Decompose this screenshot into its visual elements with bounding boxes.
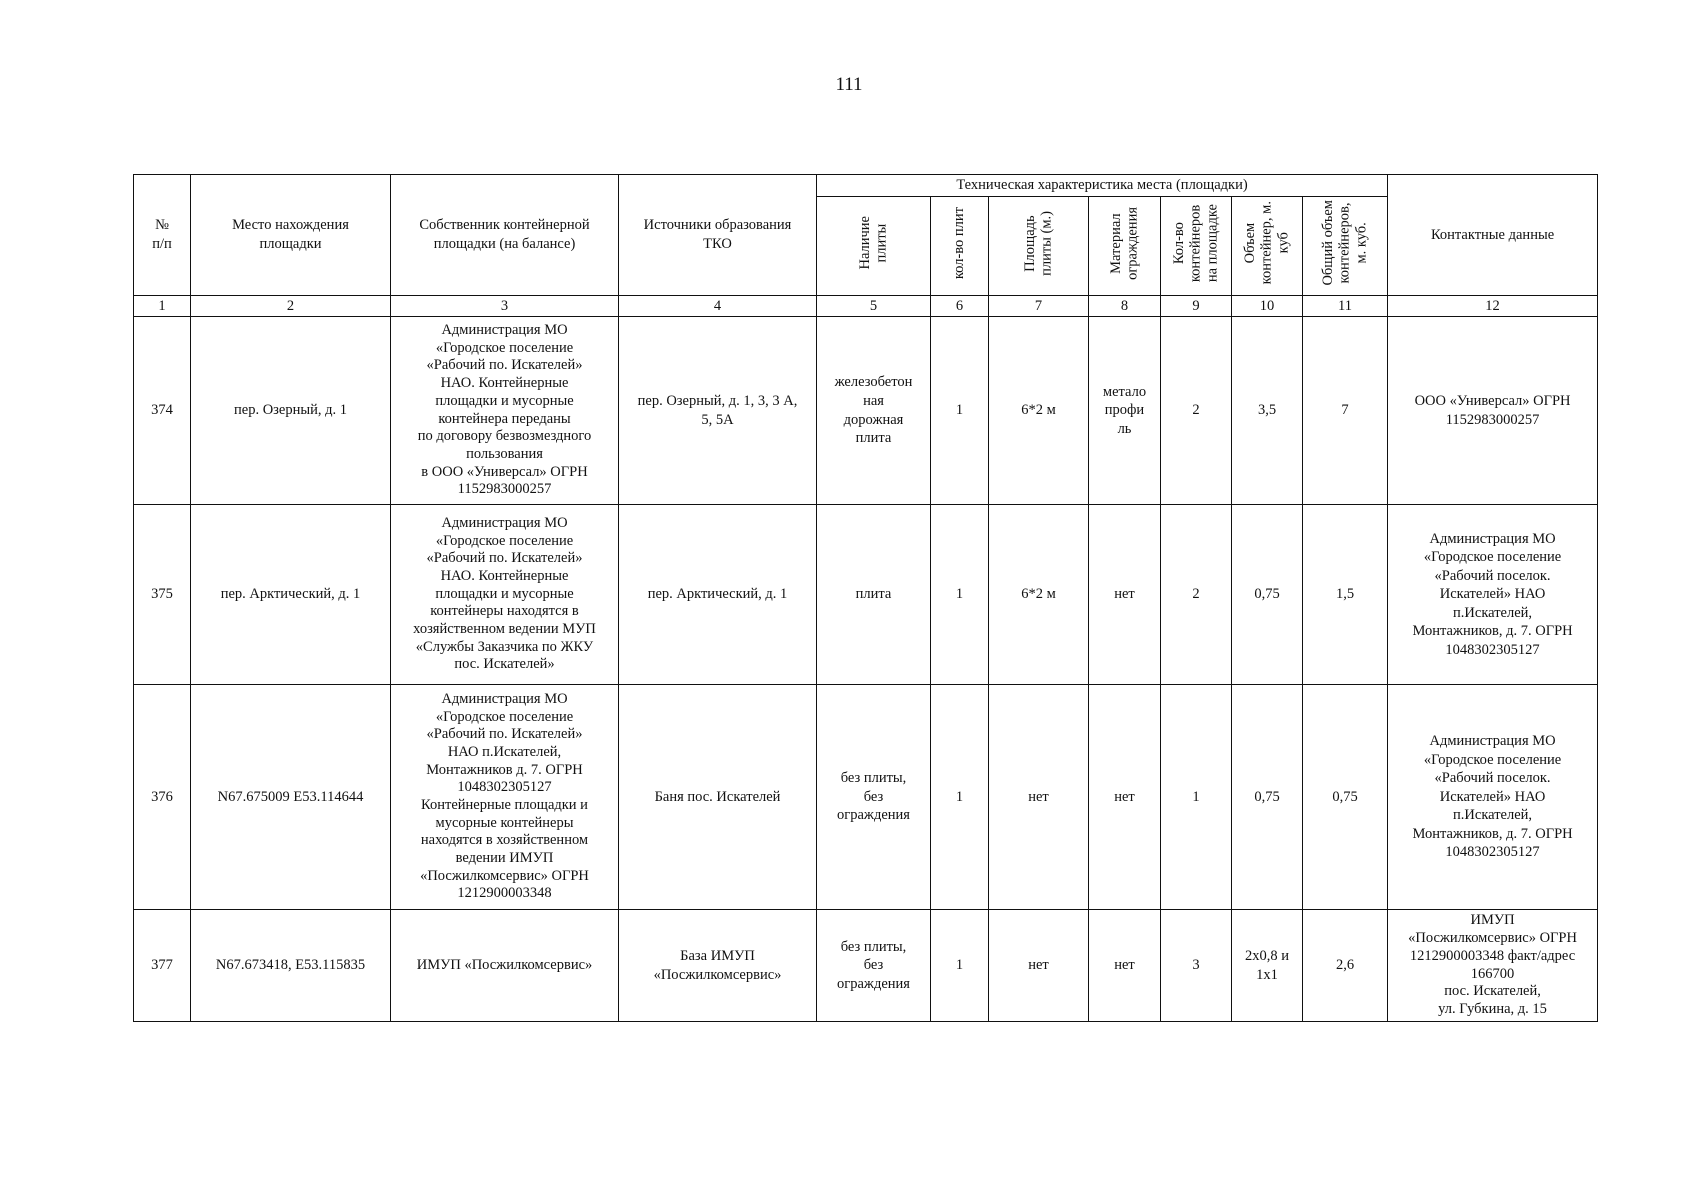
container-sites-table: [133, 174, 1598, 1022]
row-slab-count: 1: [931, 505, 989, 685]
row-location: N67.675009 E53.114644: [191, 685, 391, 910]
table-row: [134, 317, 1598, 505]
header-slab: Наличие плиты: [817, 196, 931, 295]
row-containers: 3: [1161, 910, 1232, 1022]
row-volume: 0,75: [1232, 505, 1303, 685]
header-volume: Объем контейнер, м. куб: [1232, 196, 1303, 295]
column-number: 6: [931, 296, 989, 317]
row-volume: 3,5: [1232, 317, 1303, 505]
row-slab: без плиты, без ограждения: [817, 685, 931, 910]
header-fence: Материал ограждения: [1089, 196, 1161, 295]
row-slab-area: нет: [989, 685, 1089, 910]
row-containers: 1: [1161, 685, 1232, 910]
row-no: 377: [134, 910, 191, 1022]
row-owner: Администрация МО «Городское поселение «Рабочий по. Искателей» НАО п.Искателей, Монтажников д. 7. ОГРН 1048302305127 Контейнерные площадки и мусорные контейнеры находятся в хозяйственном ведении ИМУП «Посжилкомсервис» ОГРН 1212900003348: [391, 685, 619, 910]
header-sources: Источники образования ТКО: [619, 175, 817, 296]
table-row: [134, 910, 1598, 1022]
row-fence: метало профи ль: [1089, 317, 1161, 505]
column-number: 4: [619, 296, 817, 317]
column-number: 10: [1232, 296, 1303, 317]
column-number-row: [134, 296, 1598, 317]
column-number: 5: [817, 296, 931, 317]
row-no: 375: [134, 505, 191, 685]
header-containers: Кол-во контейнеров на площадке: [1161, 196, 1232, 295]
row-total-volume: 1,5: [1303, 505, 1388, 685]
table-row: [134, 685, 1598, 910]
header-tech-group: Техническая характеристика места (площадки): [817, 175, 1388, 197]
row-slab-count: 1: [931, 317, 989, 505]
column-number: 3: [391, 296, 619, 317]
row-slab-area: нет: [989, 910, 1089, 1022]
row-sources: пер. Озерный, д. 1, 3, 3 А, 5, 5А: [619, 317, 817, 505]
row-slab-count: 1: [931, 910, 989, 1022]
column-number: 8: [1089, 296, 1161, 317]
column-number: 11: [1303, 296, 1388, 317]
row-slab: плита: [817, 505, 931, 685]
row-no: 374: [134, 317, 191, 505]
row-location: N67.673418, E53.115835: [191, 910, 391, 1022]
row-total-volume: 7: [1303, 317, 1388, 505]
page-number: 111: [835, 74, 863, 95]
row-slab: без плиты, без ограждения: [817, 910, 931, 1022]
row-total-volume: 0,75: [1303, 685, 1388, 910]
row-contacts: Администрация МО «Городское поселение «Рабочий поселок. Искателей» НАО п.Искателей, Монтажников, д. 7. ОГРН 1048302305127: [1388, 685, 1598, 910]
row-slab-count: 1: [931, 685, 989, 910]
row-fence: нет: [1089, 910, 1161, 1022]
row-sources: пер. Арктический, д. 1: [619, 505, 817, 685]
row-owner: Администрация МО «Городское поселение «Рабочий по. Искателей» НАО. Контейнерные площадки и мусорные контейнера переданы по договору безвозмездного пользования в ООО «Универсал» ОГРН 1152983000257: [391, 317, 619, 505]
row-owner: ИМУП «Посжилкомсервис»: [391, 910, 619, 1022]
row-volume: 0,75: [1232, 685, 1303, 910]
table-row: [134, 505, 1598, 685]
row-volume: 2х0,8 и 1х1: [1232, 910, 1303, 1022]
row-sources: База ИМУП «Посжилкомсервис»: [619, 910, 817, 1022]
column-number: 7: [989, 296, 1089, 317]
header-total-volume: Общий объем контейнеров, м. куб.: [1303, 196, 1388, 295]
row-owner: Администрация МО «Городское поселение «Рабочий по. Искателей» НАО. Контейнерные площадки и мусорные контейнеры находятся в хозяйственном ведении МУП «Службы Заказчика по ЖКУ пос. Искателей»: [391, 505, 619, 685]
row-fence: нет: [1089, 685, 1161, 910]
row-containers: 2: [1161, 505, 1232, 685]
column-number: 2: [191, 296, 391, 317]
row-contacts: ИМУП «Посжилкомсервис» ОГРН 1212900003348 факт/адрес 166700 пос. Искателей, ул. Губкина, д. 15: [1388, 910, 1598, 1022]
header-owner: Собственник контейнерной площадки (на балансе): [391, 175, 619, 296]
column-number: 1: [134, 296, 191, 317]
header-contacts: Контактные данные: [1388, 175, 1598, 296]
row-slab-area: 6*2 м: [989, 505, 1089, 685]
column-number: 9: [1161, 296, 1232, 317]
row-fence: нет: [1089, 505, 1161, 685]
row-total-volume: 2,6: [1303, 910, 1388, 1022]
row-slab-area: 6*2 м: [989, 317, 1089, 505]
header-slab-count: кол-во плит: [931, 196, 989, 295]
column-number: 12: [1388, 296, 1598, 317]
header-slab-area: Площадь плиты (м.): [989, 196, 1089, 295]
header-location: Место нахождения площадки: [191, 175, 391, 296]
row-contacts: Администрация МО «Городское поселение «Рабочий поселок. Искателей» НАО п.Искателей, Монтажников, д. 7. ОГРН 1048302305127: [1388, 505, 1598, 685]
row-contacts: ООО «Универсал» ОГРН 1152983000257: [1388, 317, 1598, 505]
row-location: пер. Озерный, д. 1: [191, 317, 391, 505]
row-no: 376: [134, 685, 191, 910]
row-containers: 2: [1161, 317, 1232, 505]
row-sources: Баня пос. Искателей: [619, 685, 817, 910]
row-location: пер. Арктический, д. 1: [191, 505, 391, 685]
row-slab: железобетон ная дорожная плита: [817, 317, 931, 505]
header-no: № п/п: [134, 175, 191, 296]
